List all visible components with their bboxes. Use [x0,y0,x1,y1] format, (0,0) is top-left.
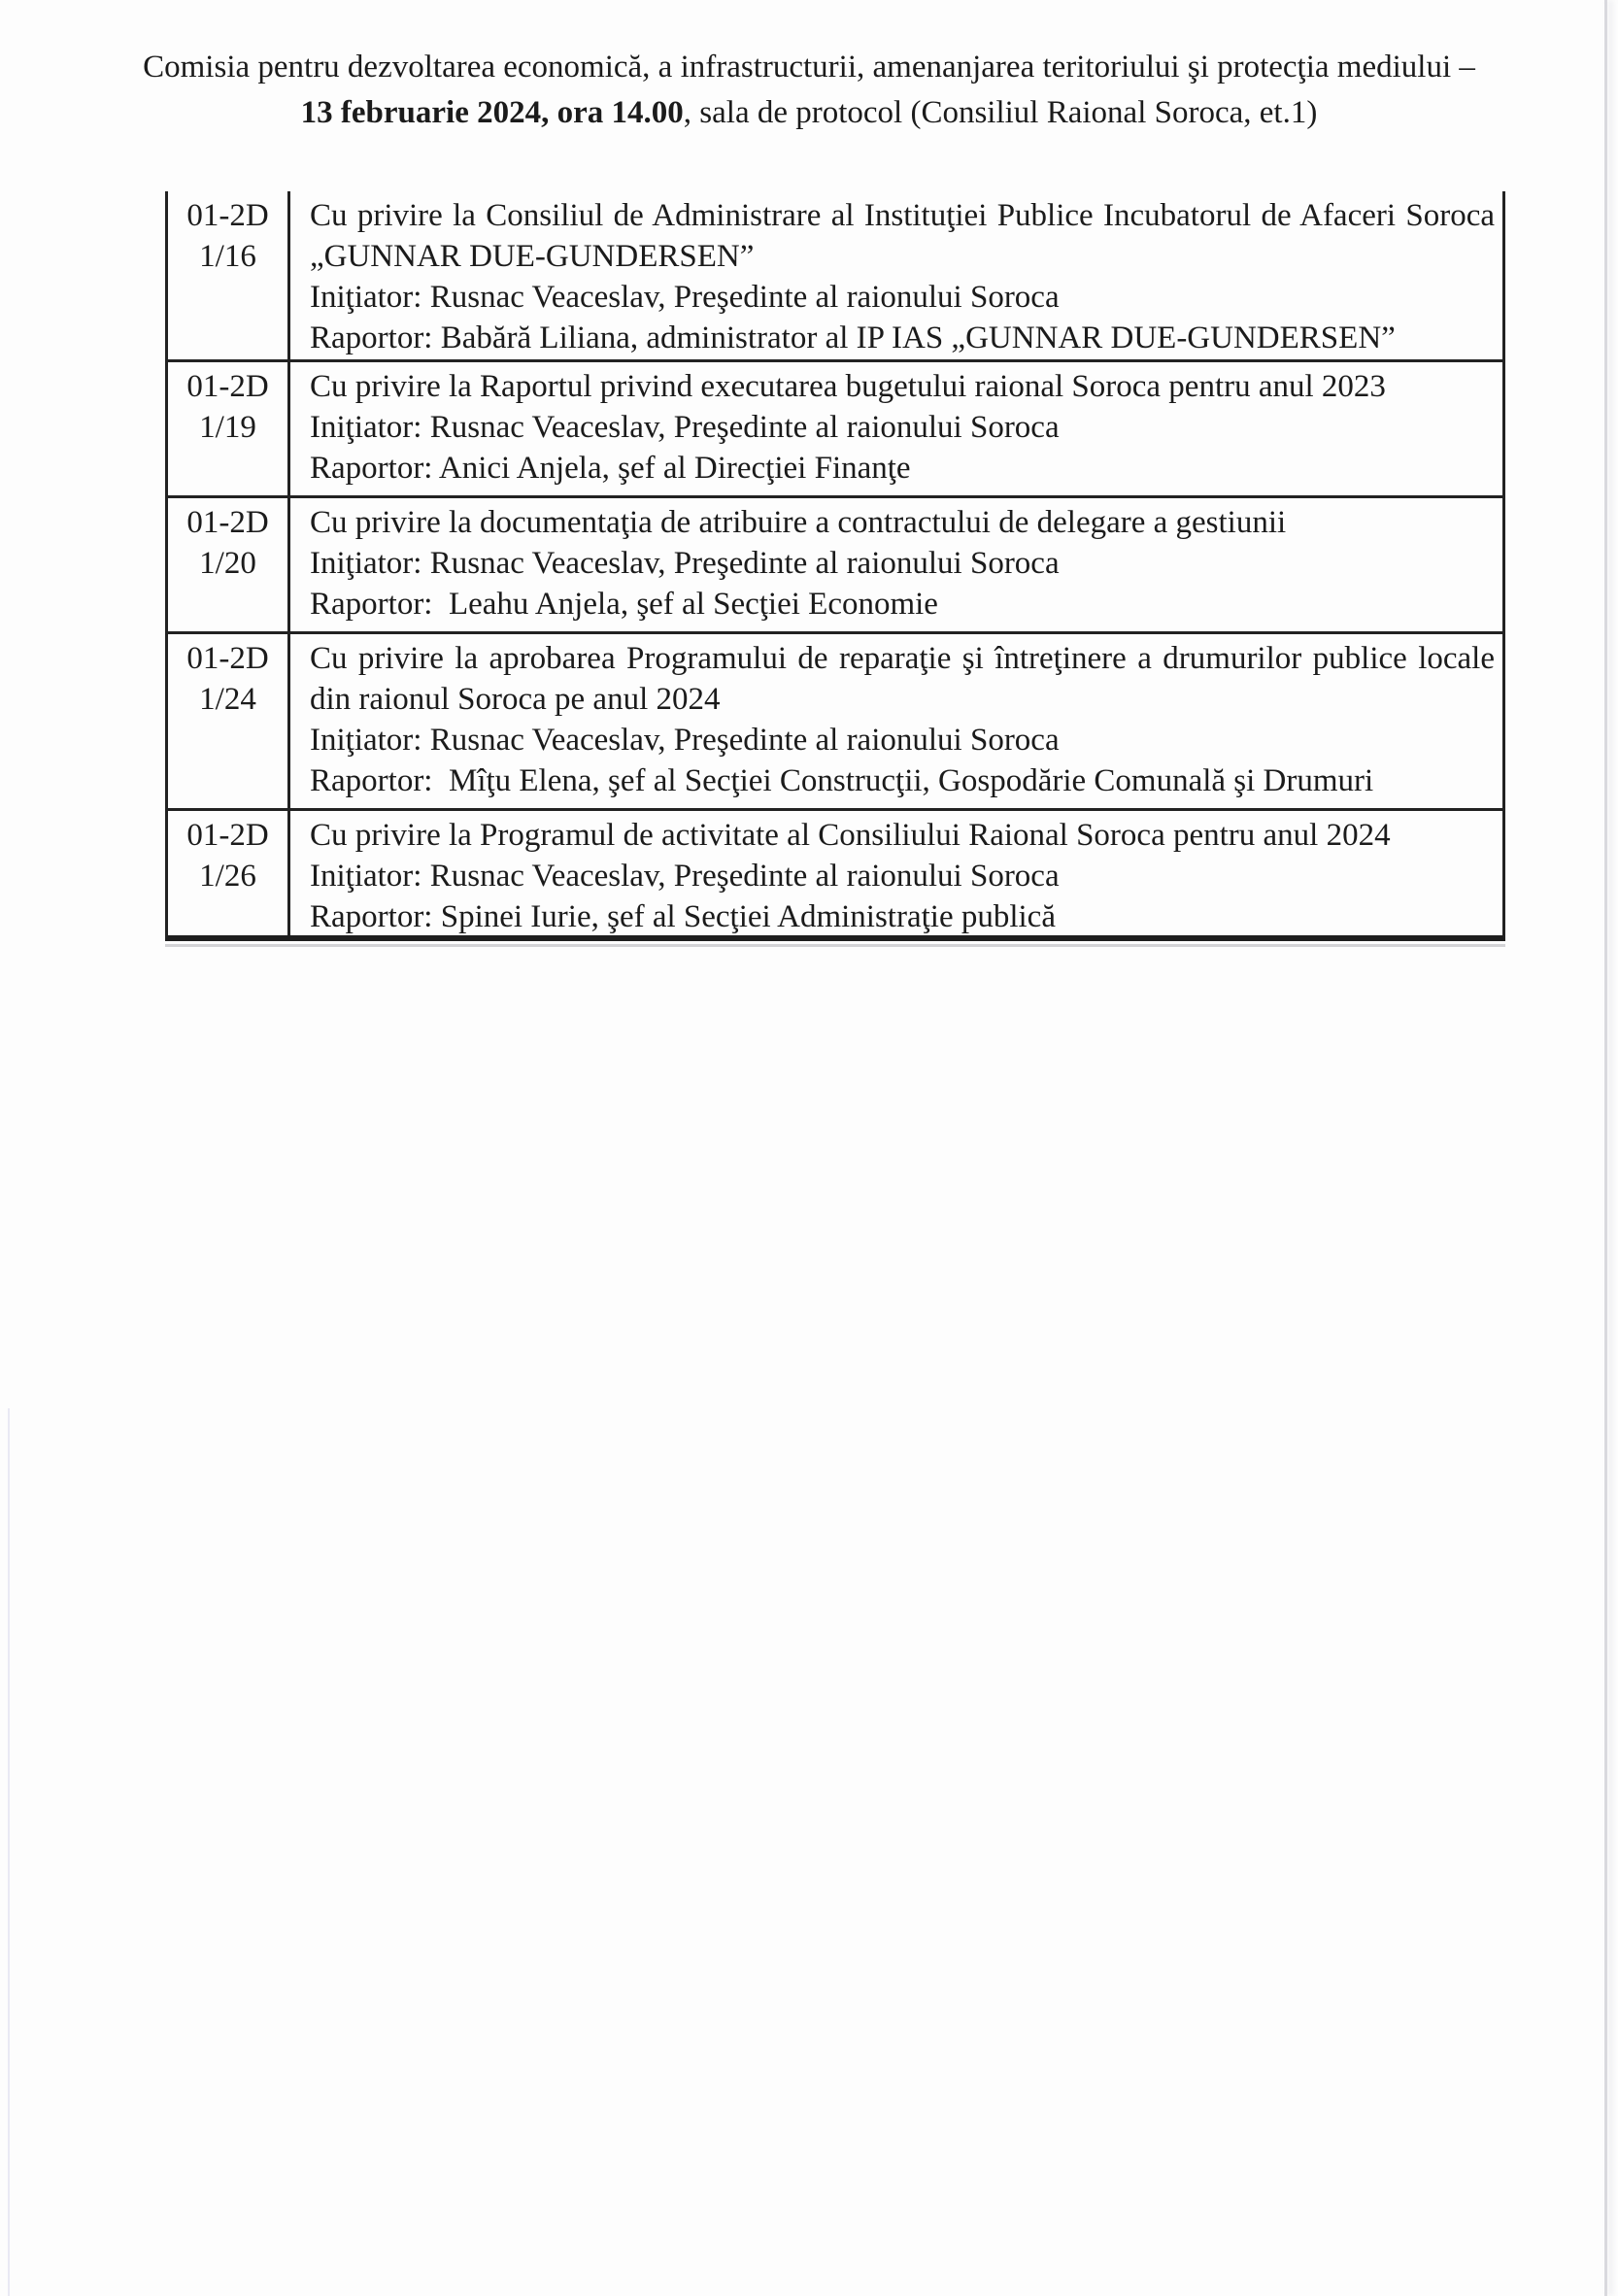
table-row [168,191,1502,359]
header-title-line: Comisia pentru dezvoltarea economică, a infrastructurii, amenanjarea teritoriului şi protecţia mediului – [143,50,1475,84]
row-id-cell [168,498,290,631]
raportor-line: Raportor: Spinei Iurie, şef al Secţiei Administraţie publică [310,899,1056,934]
row-id-code: 01-2D [186,641,269,676]
agenda-item-title-continuation: „GUNNAR DUE-GUNDERSEN” [310,239,755,274]
raportor-line: Raportor: Mîţu Elena, şef al Secţiei Construcţii, Gospodărie Comunală şi Drumuri [310,763,1374,798]
agenda-item-title: Cu privire la Programul de activitate al Consiliului Raional Soroca pentru anul 2024 [310,818,1391,853]
initiator-line: Iniţiator: Rusnac Veaceslav, Preşedinte al raionului Soroca [310,280,1060,315]
initiator-line: Iniţiator: Rusnac Veaceslav, Preşedinte al raionului Soroca [310,410,1060,445]
raportor-line: Raportor: Leahu Anjela, şef al Secţiei Economie [310,587,938,622]
table-row [168,631,1502,808]
table-row [168,808,1502,935]
scan-edge-artifact-right [1604,0,1607,2296]
row-id-code: 01-2D [186,369,269,404]
row-id-cell [168,191,290,359]
agenda-item-title: Cu privire la documentaţia de atribuire a contractului de delegare a gestiunii [310,505,1287,540]
agenda-item-title: Cu privire la Raportul privind executarea bugetului raional Soroca pentru anul 2023 [310,369,1386,404]
row-id-code: 01-2D [186,505,269,540]
row-id-cell [168,362,290,495]
row-id-number: 1/24 [199,682,256,717]
header-date-line [0,90,1618,136]
raportor-line: Raportor: Anici Anjela, şef al Direcţiei Finanţe [310,451,911,486]
row-id-number: 1/26 [199,859,256,894]
raportor-line: Raportor: Babără Liliana, administrator al IP IAS „GUNNAR DUE-GUNDERSEN” [310,321,1396,355]
table-row [168,495,1502,631]
row-content-cell [290,498,1502,631]
initiator-line: Iniţiator: Rusnac Veaceslav, Preşedinte al raionului Soroca [310,546,1060,581]
row-content-cell [290,811,1502,935]
header-date-bold: 13 februarie 2024, ora 14.00 [300,95,684,130]
initiator-line: Iniţiator: Rusnac Veaceslav, Preşedinte al raionului Soroca [310,723,1060,758]
row-id-code: 01-2D [186,198,269,233]
row-content-cell [290,362,1502,495]
agenda-item-title: Cu privire la aprobarea Programului de reparaţie şi întreţinere a drumurilor publice locale [310,641,1495,676]
header-date-rest: , sala de protocol (Consiliul Raional Soroca, et.1) [683,95,1318,130]
row-id-cell [168,811,290,935]
table-row [168,359,1502,495]
row-id-number: 1/20 [199,546,256,581]
row-content-cell [290,191,1502,359]
agenda-item-title: Cu privire la Consiliul de Administrare al Instituţiei Publice Incubatorul de Afaceri Soroca [310,198,1495,233]
agenda-table [165,191,1505,941]
row-content-cell [290,634,1502,808]
initiator-line: Iniţiator: Rusnac Veaceslav, Preşedinte al raionului Soroca [310,859,1060,894]
agenda-item-title-continuation: din raionul Soroca pe anul 2024 [310,682,721,717]
document-header [0,45,1618,136]
row-id-number: 1/19 [199,410,256,445]
row-id-number: 1/16 [199,239,256,274]
row-id-cell [168,634,290,808]
scan-edge-artifact-left [8,1408,10,2296]
row-id-code: 01-2D [186,818,269,853]
